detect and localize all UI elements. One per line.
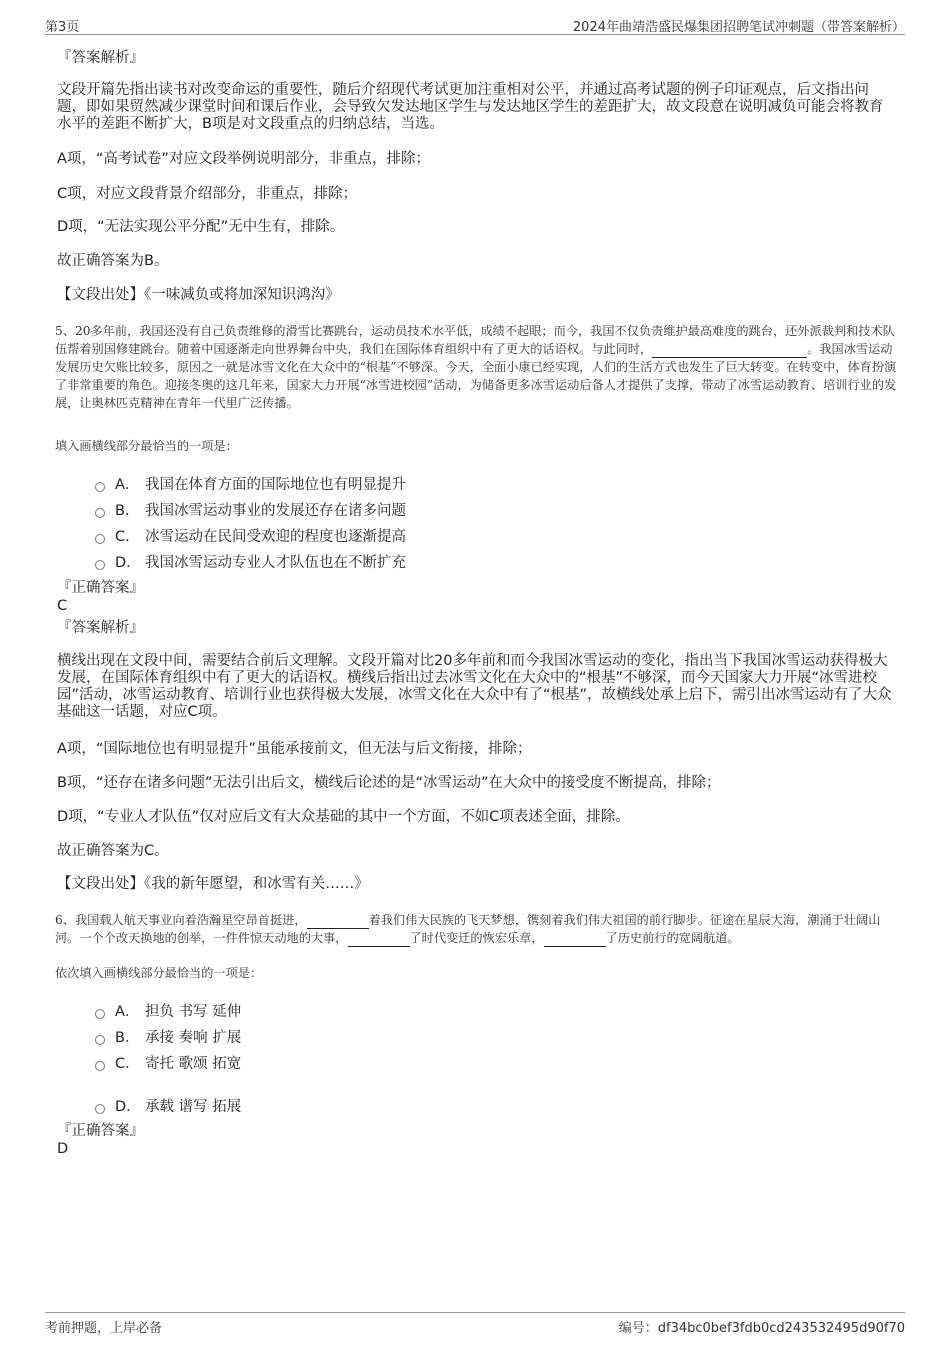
q5-stem-part2: 。我国冰雪运动发展历史欠账比较多，原因之一就是冰雪文化在大众中的“根基”不够深。今天，全面小康已经实现，人们的生活方式也发生了巨大转变。在转变中，体育扮演了非常重要的角色。迎接冬奥的这几年来，国家大力开展“冰雪进校园”活动，为储备更多冰雪运动后备人才提供了支撑，带动了冰雪运动教育、培训行业的发展，让奥林匹克精神在青年一代里广泛传播。 xyxy=(55,342,897,410)
footer-slogan: 考前押题，上岸必备 xyxy=(45,1321,163,1336)
q5-answer: C xyxy=(57,598,68,614)
q5-option-b[interactable]: B． 我国冰雪运动事业的发展还存在诸多问题 xyxy=(95,499,406,520)
q5-source: 【文段出处】《我的新年愿望，和冰雪有关……》 xyxy=(57,876,369,892)
q5-option-d[interactable]: D． 我国冰雪运动专业人才队伍也在不断扩充 xyxy=(95,551,406,572)
q6-option-b[interactable]: B． 承接 奏响 扩展 xyxy=(95,1026,241,1047)
q6-option-d[interactable]: D． 承载 谱写 拓展 xyxy=(95,1095,241,1116)
q5-prompt: 填入画横线部分最恰当的一项是： xyxy=(55,439,238,453)
q6-prompt: 依次填入画横线部分最恰当的一项是： xyxy=(55,966,263,980)
q4-source: 【文段出处】《一味减负或将加深知识鸿沟》 xyxy=(57,287,340,303)
q6-answer: D xyxy=(57,1141,69,1157)
q5-option-a[interactable]: A． 我国在体育方面的国际地位也有明显提升 xyxy=(95,473,406,494)
q5-conclusion: 故正确答案为C。 xyxy=(57,843,169,859)
q6-stem: 6、我国载人航天事业向着浩瀚星空昂首挺进， 着我们伟大民族的飞天梦想，镌刻着我们伟大祖国的前行脚步。征途在星辰大海，潮涌于壮阔山河。一个个改天换地的创举，一件件惊天动地的大事， 了时代变迁的恢宏乐章， 了历史前行的宽阔航道。 xyxy=(55,913,881,945)
q6-blank-1 xyxy=(307,914,369,929)
q5-blank xyxy=(652,343,807,358)
q5-analysis-label: 『答案解析』 xyxy=(57,620,144,636)
radio-icon[interactable] xyxy=(95,560,105,570)
radio-icon[interactable] xyxy=(95,1009,105,1019)
q5-answer-label: 『正确答案』 xyxy=(57,580,144,596)
radio-icon[interactable] xyxy=(95,1061,105,1071)
radio-icon[interactable] xyxy=(95,1104,105,1114)
q4-conclusion: 故正确答案为B。 xyxy=(57,253,169,269)
q5-analysis-text: 横线出现在文段中间，需要结合前后文理解。文段开篇对比20多年前和而今我国冰雪运动的变化，指出当下我国冰雪运动获得极大发展，在国际体育组织中有了更大的话语权。横线后指出过去冰雪文化在大众中的“根基”不够深，而今天国家大力开展“冰雪进校园”活动，冰雪运动教育、培训行业也获得极大发展，冰雪文化在大众中有了“根基”，故横线处承上启下，需引出冰雪运动有了大众基础这一话题，对应C项。 xyxy=(57,653,892,720)
page-footer xyxy=(45,1312,905,1337)
radio-icon[interactable] xyxy=(95,1035,105,1045)
page-header xyxy=(45,10,905,35)
q5-stem-part1: 5、20多年前，我国还没有自己负责维修的滑雪比赛跳台，运动员技术水平低，成绩不起眼；而今，我国不仅负责维护最高难度的跳台，还外派裁判和技术队伍帮着别国修建跳台。随着中国逐渐走向世界舞台中央，我们在国际体育组织中有了更大的话语权。与此同时， xyxy=(55,324,895,356)
q5-option-c[interactable]: C． 冰雪运动在民间受欢迎的程度也逐渐提高 xyxy=(95,525,406,546)
page-number: 第3页 xyxy=(45,20,80,35)
q6-option-a[interactable]: A． 担负 书写 延伸 xyxy=(95,1000,241,1021)
footer-code: 编号：df34bc0bef3fdb0cd243532495d90f70 xyxy=(618,1321,905,1336)
q4-note-c: C项，对应文段背景介绍部分，非重点，排除； xyxy=(57,186,358,202)
q6-answer-label: 『正确答案』 xyxy=(57,1123,144,1139)
q6-option-c[interactable]: C． 寄托 歌颂 拓宽 xyxy=(95,1052,241,1073)
q6-blank-2 xyxy=(348,932,410,947)
q4-analysis-text: 文段开篇先指出读书对改变命运的重要性，随后介绍现代考试更加注重相对公平，并通过高考试题的例子印证观点，后文指出问题，即如果贸然减少课堂时间和课后作业，会导致欠发达地区学生与发达地区学生的差距扩大，故文段意在说明减负可能会将教育水平的差距不断扩大，B项是对文段重点的归纳总结，当选。 xyxy=(57,82,884,132)
q5-note-b: B项，“还存在诸多问题”无法引出后文，横线后论述的是“冰雪运动”在大众中的接受度不断提高，排除； xyxy=(57,775,721,791)
q5-note-a: A项，“国际地位也有明显提升”虽能承接前文，但无法与后文衔接，排除； xyxy=(57,741,532,757)
document-title: 2024年曲靖浩盛民爆集团招聘笔试冲刺题（带答案解析） xyxy=(572,20,905,35)
q4-note-d: D项，“无法实现公平分配”无中生有，排除。 xyxy=(57,219,345,235)
radio-icon[interactable] xyxy=(95,482,105,492)
q5-note-d: D项，“专业人才队伍”仅对应后文有大众基础的其中一个方面，不如C项表述全面，排除。 xyxy=(57,809,630,825)
q5-stem xyxy=(55,322,900,412)
radio-icon[interactable] xyxy=(95,534,105,544)
q4-note-a: A项，“高考试卷”对应文段举例说明部分，非重点，排除； xyxy=(57,151,430,167)
q6-blank-3 xyxy=(544,932,606,947)
radio-icon[interactable] xyxy=(95,508,105,518)
q4-analysis-label: 『答案解析』 xyxy=(57,50,144,66)
